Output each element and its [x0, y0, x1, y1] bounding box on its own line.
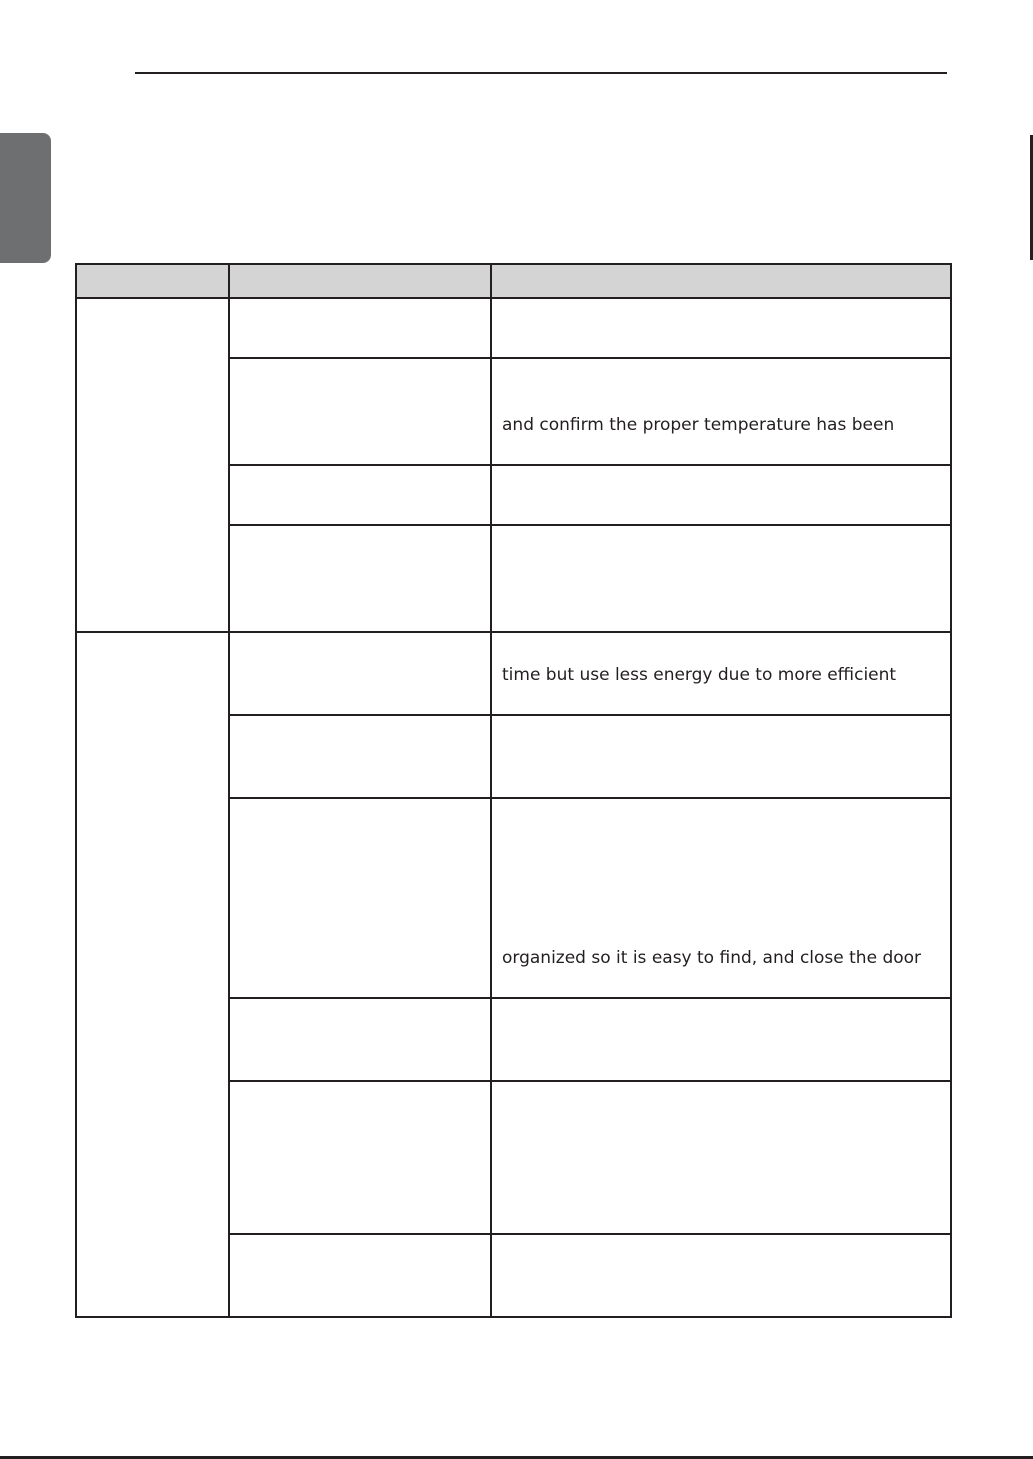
cause-cell — [229, 298, 491, 358]
solution-cell: and confirm the proper temperature has been — [491, 358, 951, 465]
header-rule — [135, 72, 947, 74]
cause-cell — [229, 715, 491, 798]
troubleshooting-table — [75, 263, 952, 1318]
solution-cell — [491, 998, 951, 1081]
cause-cell — [229, 1234, 491, 1317]
table-header-row — [76, 264, 951, 298]
solution-cell: time but use less energy due to more efficient — [491, 632, 951, 715]
solution-cell — [491, 1081, 951, 1234]
solution-cell — [491, 465, 951, 525]
cause-cell — [229, 798, 491, 998]
solution-cell — [491, 1234, 951, 1317]
cause-cell — [229, 358, 491, 465]
header-solution — [491, 264, 951, 298]
problem-cell — [76, 298, 229, 632]
language-side-tab — [0, 133, 51, 263]
table-row — [76, 632, 951, 715]
cause-cell — [229, 632, 491, 715]
cause-cell — [229, 1081, 491, 1234]
solution-cell — [491, 525, 951, 632]
solution-cell — [491, 715, 951, 798]
problem-cell — [76, 632, 229, 1317]
table-row — [76, 298, 951, 358]
cause-cell — [229, 525, 491, 632]
cause-cell — [229, 465, 491, 525]
header-problem — [76, 264, 229, 298]
solution-cell: organized so it is easy to find, and close the door — [491, 798, 951, 998]
header-possible-cause — [229, 264, 491, 298]
cause-cell — [229, 998, 491, 1081]
solution-cell — [491, 298, 951, 358]
